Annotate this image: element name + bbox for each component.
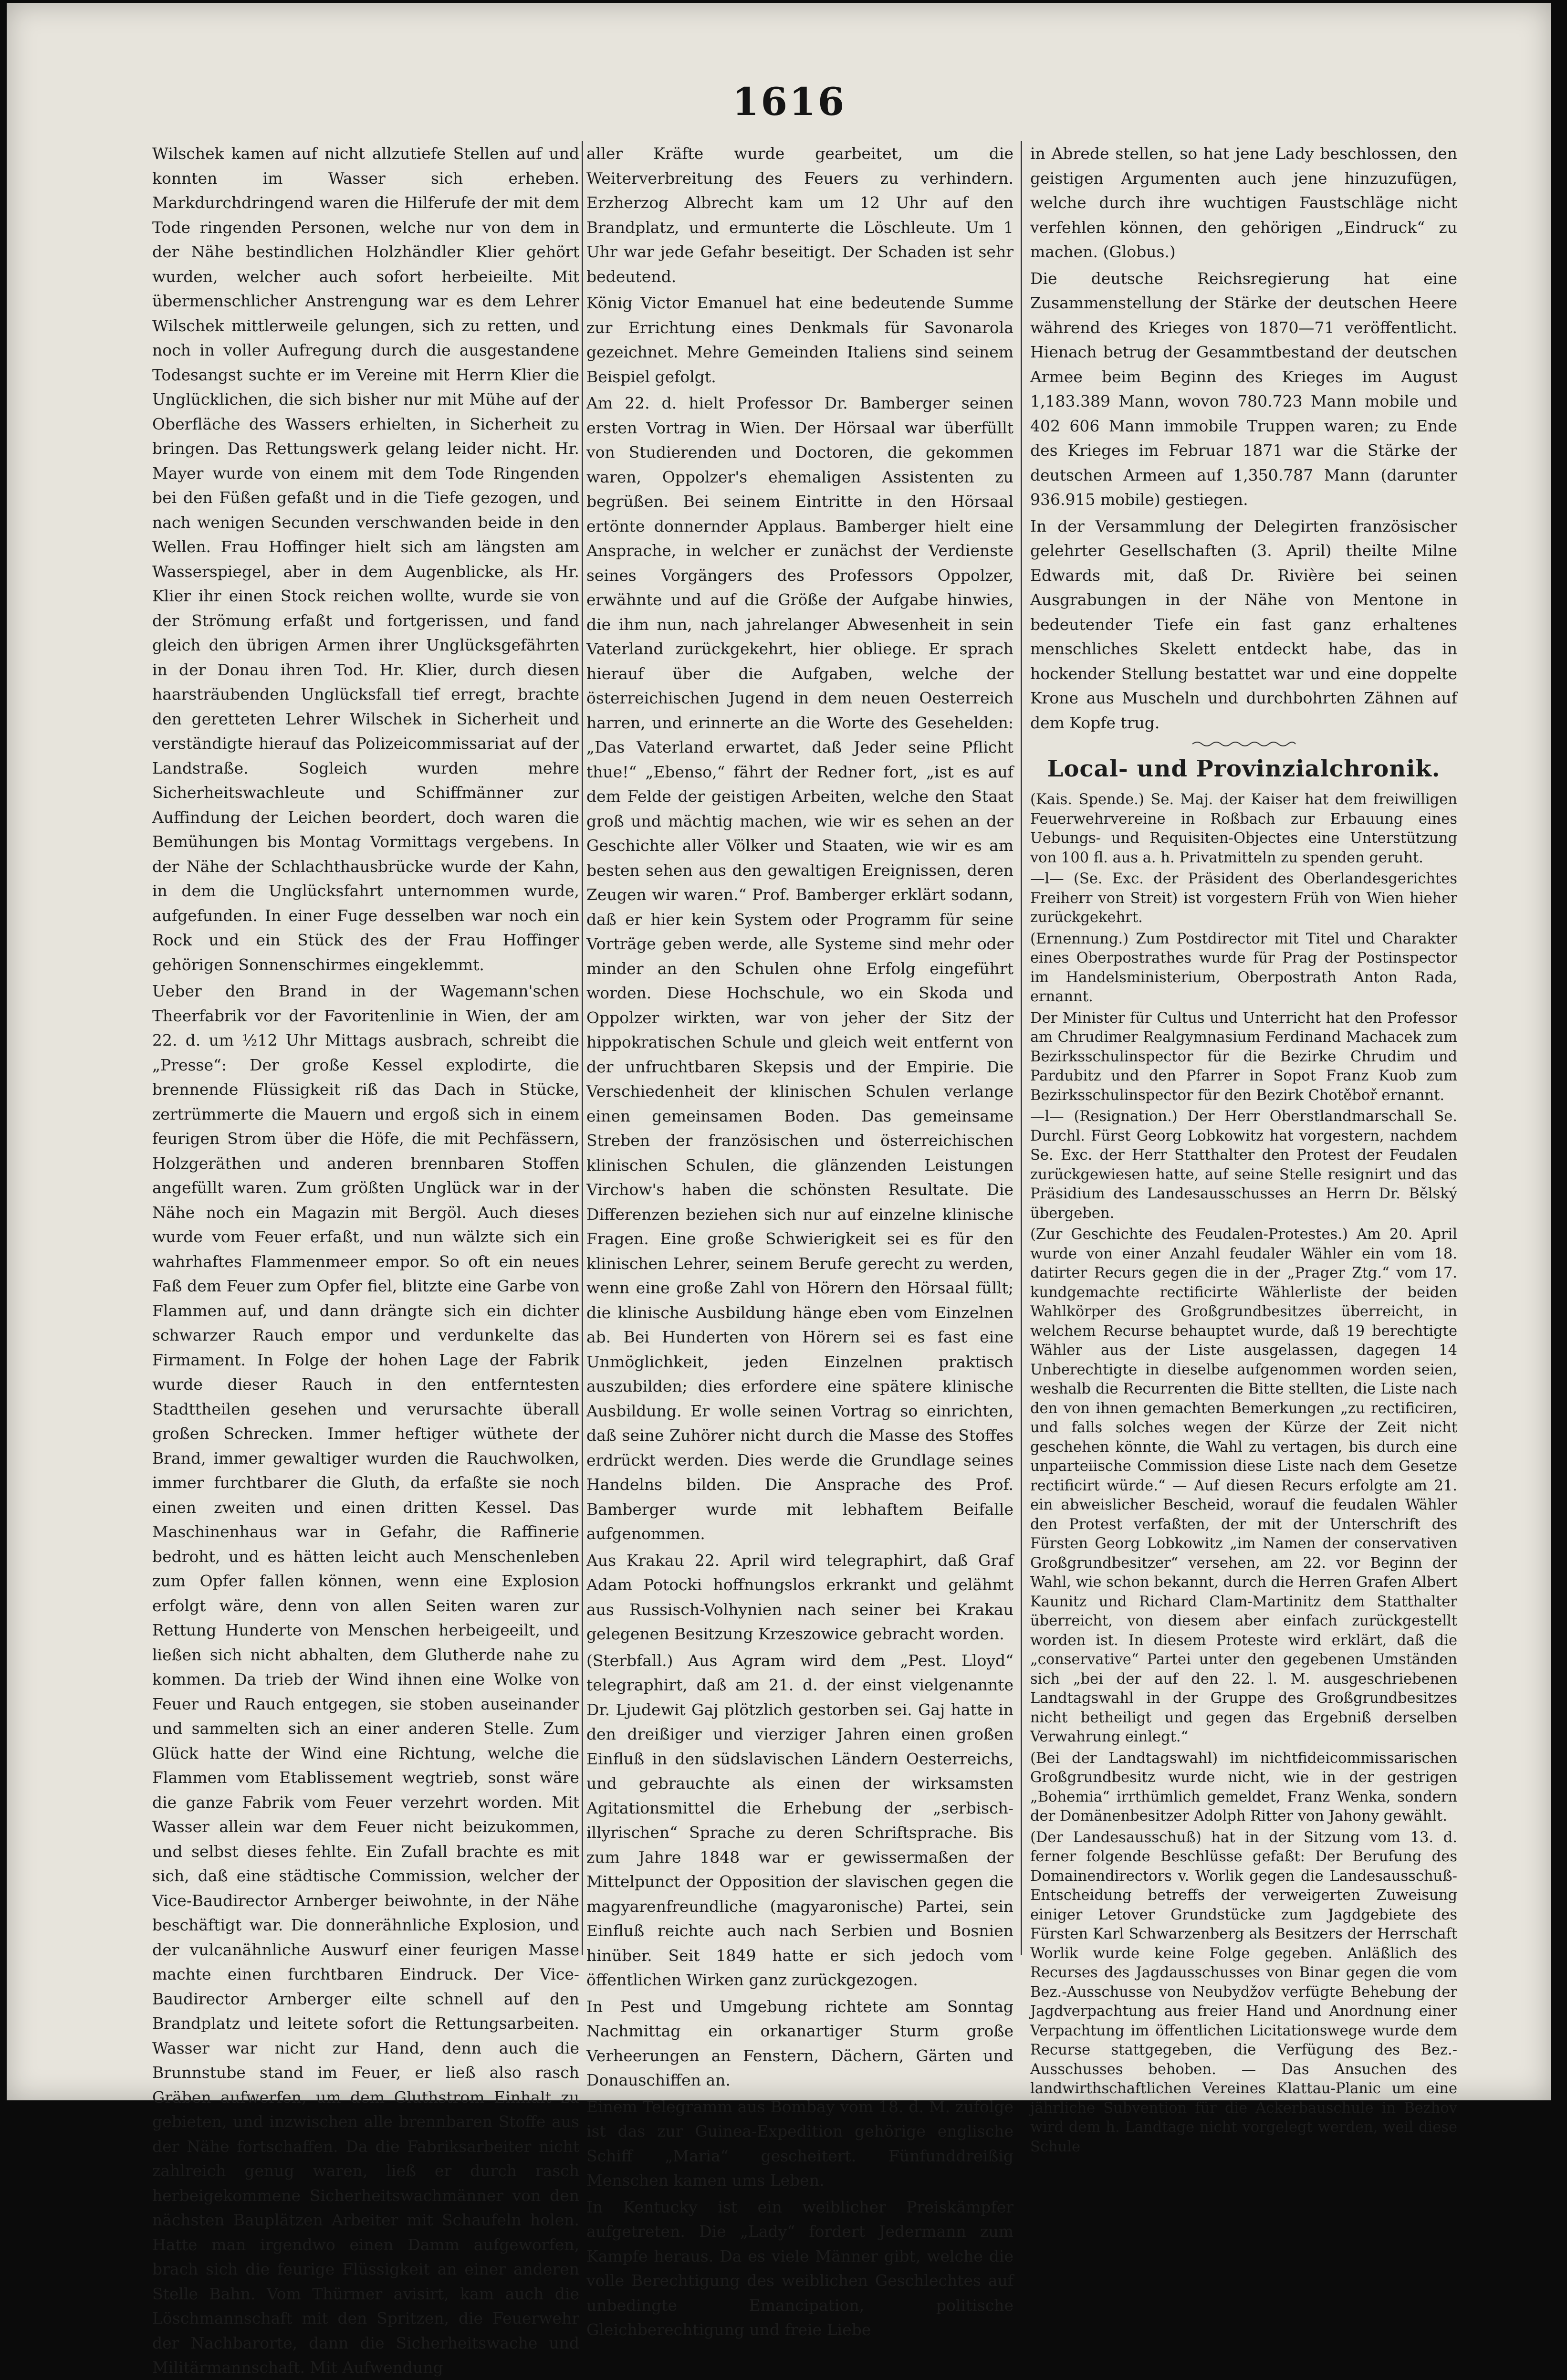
paragraph: —l— (Se. Exc. der Präsident des Oberlandesgerichtes Freiherr von Streit) ist vorgestern Früh von Wien hieher zurückgekehrt. xyxy=(1030,870,1457,926)
paragraph: Aus Krakau 22. April wird telegraphirt, daß Graf Adam Potocki hoffnungslos erkrankt und gelähmt aus Russisch-Volhynien nach seiner bei Krakau gelegenen Besitzung Krzeszowice gebracht worden. xyxy=(586,1551,1013,1643)
paragraph: (Zur Geschichte des Feudalen-Protestes.) Am 20. April wurde von einer Anzahl feudaler Wähler ein vom 18. datirter Recurs gegen die in der „Prager Ztg.“ vom 17. kundgemachte rectificirte Wählerliste der beiden Wahlkörper des Großgrundbesitzes überreicht, in welchem Recurse behauptet wurde, daß 19 berechtigte Wähler aus der Liste ausgelassen, dagegen 14 Unberechtigte in dieselbe aufgenommen worden seien, weshalb die Recurrenten die Bitte stellten, die Liste nach den von ihnen gemachten Bemerkungen „zu rectificiren, und falls solches wegen der Kürze der Zeit nicht geschehen könnte, die Wahl zu vertagen, bis durch eine unparteiische Commission diese Liste nach dem Gesetze rectificirt würde.“ — Auf diesen Recurs erfolgte am 21. ein abweislicher Bescheid, worauf die feudalen Wähler den Protest verfaßten, der mit der Unterschrift des Fürsten Georg Lobkowitz „im Namen der conservativen Großgrundbesitzer“ versehen, am 22. vor Beginn der Wahl, wie schon bekannt, durch die Herren Grafen Albert Kaunitz und Richard Clam-Martinitz dem Statthalter überreicht, von diesem aber einfach zurückgestellt worden ist. In diesem Proteste wird erklärt, daß die „conservative“ Partei unter den gegebenen Umständen sich „bei der auf den 22. l. M. ausgeschriebenen Landtagswahl in der Gruppe des Großgrundbesitzes nicht betheiligt und gegen das Ergebniß derselben Verwahrung einlegt.“ xyxy=(1030,1226,1457,1745)
paragraph: Einem Telegramm aus Bombay vom 18. d. M. zufolge ist das zur Guinea-Expedition gehörige englische Schiff „Maria“ gescheitert. Fünfunddreißig Menschen kamen ums Leben. xyxy=(586,2097,1013,2190)
paragraph: aller Kräfte wurde gearbeitet, um die Weiterverbreitung des Feuers zu verhindern. Erzherzog Albrecht kam um 12 Uhr auf den Brandplatz, und ermunterte die Löschleute. Um 1 Uhr war jede Gefahr beseitigt. Der Schaden ist sehr bedeutend. xyxy=(586,144,1013,286)
newspaper-page xyxy=(7,3,1551,2377)
paragraph: In Kentucky ist ein weiblicher Preiskämpfer aufgetreten. Die „Lady“ fordert Jedermann zum Kampfe heraus. Da es viele Männer gibt, welche die volle Berechtigung des weiblichen Geschlechtes auf unbedingte Emancipation, politische Gleichberechtigung und freie Liebe xyxy=(586,2197,1013,2339)
paragraph: (Sterbfall.) Aus Agram wird dem „Pest. Lloyd“ telegraphirt, daß am 21. d. der einst vielgenannte Dr. Ljudewit Gaj plötzlich gestorben sei. Gaj hatte in den dreißiger und vierziger Jahren einen großen Einfluß in den südslavischen Ländern Oesterreichs, und gebrauchte als einen der wirksamsten Agitationsmittel die Erhebung der „serbisch-illyrischen“ Sprache zu deren Schriftsprache. Bis zum Jahre 1848 war er gewissermaßen der Mittelpunct der Opposition der slavischen gegen die magyarenfreundliche (magyaronische) Partei, sein Einfluß reichte auch nach Serbien und Bosnien hinüber. Seit 1849 hatte er sich jedoch vom öffentlichen Wirken ganz zurückgezogen. xyxy=(586,1651,1013,1989)
paragraph: Am 22. d. hielt Professor Dr. Bamberger seinen ersten Vortrag in Wien. Der Hörsaal war überfüllt von Studierenden und Doctoren, die gekommen waren, Oppolzer's ehemaligen Assistenten zu begrüßen. Bei seinem Eintritte in den Hörsaal ertönte donnernder Applaus. Bamberger hielt eine Ansprache, in welcher er zunächst der Verdienste seines Vorgängers des Professors Oppolzer, erwähnte und auf die Größe der Aufgabe hinwies, die ihm nun, nach jahrelanger Abwesenheit in sein Vaterland zurückgekehrt, hier obliege. Er sprach hierauf über die Aufgaben, welche der österreichischen Jugend in dem neuen Oesterreich harren, und erinnerte an die Worte des Gesehelden: „Das Vaterland erwartet, daß Jeder seine Pflicht thue!“ „Ebenso,“ fährt der Redner fort, „ist es auf dem Felde der geistigen Arbeiten, welche den Staat groß und mächtig machen, wie wir es sehen an der Geschichte aller Völker und Staaten, wie wir es am besten sehen aus den gewaltigen Ereignissen, deren Zeugen wir waren.“ Prof. Bamberger erklärt sodann, daß er hier kein System oder Programm für seine Vorträge geben werde, alle Systeme sind mehr oder minder an den Schulen ohne Erfolg eingeführt worden. Diese Hochschule, wo ein Skoda und Oppolzer wirkten, war von jeher der Sitz der hippokratischen Schule und gleich weit entfernt von der unfruchtbaren Skepsis und der Empirie. Die Verschiedenheit der klinischen Schulen verlange einen gemeinsamen Boden. Das gemeinsame Streben der französischen und österreichischen klinischen Schulen, die glänzenden Leistungen Virchow's haben die schönsten Resultate. Die Differenzen beziehen sich nur auf einzelne klinische Fragen. Eine große Schwierigkeit sei es für den klinischen Lehrer, seinem Berufe gerecht zu werden, wenn eine große Zahl von Hörern den Hörsaal füllt; die klinische Ausbildung hänge eben vom Einzelnen ab. Bei Hunderten von Hörern sei es fast eine Unmöglichkeit, jeden Einzelnen praktisch auszubilden; dies erfordere eine spätere klinische Ausbildung. Er wolle seinen Vortrag so einrichten, daß seine Zuhörer nicht durch die Masse des Stoffes erdrückt werden. Dies werde die Grundlage seines Handelns bilden. Die Ansprache des Prof. Bamberger wurde mit lebhaftem Beifalle aufgenommen. xyxy=(586,394,1013,1543)
paragraph: (Bei der Landtagswahl) im nichtfideicommissarischen Großgrundbesitz wurde nicht, wie in der gestrigen „Bohemia“ irrthümlich gemeldet, Franz Wenka, sondern der Domänenbesitzer Adolph Ritter von Jahony gewählt. xyxy=(1030,1750,1457,1824)
paragraph: König Victor Emanuel hat eine bedeutende Summe zur Errichtung eines Denkmals für Savonarola gezeichnet. Mehre Gemeinden Italiens sind seinem Beispiel gefolgt. xyxy=(586,294,1013,386)
paragraph: Ueber den Brand in der Wagemann'schen Theerfabrik vor der Favoritenlinie in Wien, der am 22. d. um ½12 Uhr Mittags ausbrach, schreibt die „Presse“: Der große Kessel explodirte, die brennende Flüssigkeit riß das Dach in Stücke, zertrümmerte die Mauern und ergoß sich in einem feurigen Strom über die Höfe, die mit Pechfässern, Holzgeräthen und anderen brennbaren Stoffen angefüllt waren. Zum größten Unglück war in der Nähe noch ein Magazin mit Bergöl. Auch dieses wurde vom Feuer erfaßt, und nun wälzte sich ein wahrhaftes Flammenmeer empor. So oft ein neues Faß dem Feuer zum Opfer fiel, blitzte eine Garbe von Flammen auf, und dann drängte sich ein dichter schwarzer Rauch empor und verdunkelte das Firmament. In Folge der hohen Lage der Fabrik wurde dieser Rauch in den entferntesten Stadttheilen gesehen und verursachte überall großen Schrecken. Immer heftiger wüthete der Brand, immer gewaltiger wurden die Rauchwolken, immer furchtbarer die Gluth, da erfaßte sie noch einen zweiten und einen dritten Kessel. Das Maschinenhaus war in Gefahr, die Raffinerie bedroht, und es hätten leicht auch Menschenleben zum Opfer fallen können, wenn eine Explosion erfolgt wäre, denn von allen Seiten waren zur Rettung Hunderte von Menschen herbeigeeilt, und ließen sich nicht abhalten, dem Glutherde nahe zu kommen. Da trieb der Wind ihnen eine Wolke von Feuer und Rauch entgegen, sie stoben auseinander und sammelten sich an einer anderen Stelle. Zum Glück hatte der Wind eine Richtung, welche die Flammen vom Etablissement wegtrieb, sonst wäre die ganze Fabrik vom Feuer verzehrt worden. Mit Wasser allein war dem Feuer nicht beizukommen, und selbst dieses fehlte. Ein Zufall brachte es mit sich, daß eine städtische Commission, welcher der Vice-Baudirector Arnberger beiwohnte, in der Nähe beschäftigt war. Die donnerähnliche Explosion, und der vulcanähnliche Auswurf einer feurigen Masse machte einen furchtbaren Eindruck. Der Vice-Baudirector Arnberger eilte schnell auf den Brandplatz und leitete sofort die Rettungsarbeiten. Wasser war nicht zur Hand, denn auch die Brunnstube stand im Feuer, er ließ also rasch Gräben aufwerfen, um dem Gluthstrom Einhalt zu gebieten, und inzwischen alle brennbaren Stoffe aus der Nähe fortschaffen. Da die Fabriksarbeiter nicht zahlreich genug waren, ließ er durch rasch herbeigekommene Sicherheitswachmänner von den nächsten Bauplätzen Arbeiter mit Schaufeln holen. Hatte man irgendwo einen Damm aufgeworfen, brach sich die feurige Flüssigkeit an einer anderen Stelle Bahn. Vom Thürmer avisirt, kam auch die Löschmannschaft mit den Spritzen, die Feuerwehr der Nachbarorte, dann die Sicherheitswache und Militärmannschaft. Mit Aufwendung xyxy=(152,982,579,2377)
paragraph: —l— (Resignation.) Der Herr Oberstlandmarschall Se. Durchl. Fürst Georg Lobkowitz hat vorgestern, nachdem Se. Exc. der Herr Statthalter den Protest der Feudalen zurückgewiesen hatte, auf seine Stelle resignirt und das Präsidium des Landesausschusses an Herrn Dr. Bělský übergeben. xyxy=(1030,1108,1457,1222)
paragraph: Wilschek kamen auf nicht allzutiefe Stellen auf und konnten im Wasser sich erheben. Markdurchdringend waren die Hilferufe der mit dem Tode ringenden Personen, welche nur von dem in der Nähe bestindlichen Holzhändler Klier gehört wurden, welcher auch sofort herbeieilte. Mit übermenschlicher Anstrengung war es dem Lehrer Wilschek mittlerweile gelungen, sich zu retten, und noch in voller Aufregung durch die ausgestandene Todesangst suchte er im Vereine mit Herrn Klier die Unglücklichen, die sich bisher nur mit Mühe auf der Oberfläche des Wassers erhielten, in Sicherheit zu bringen. Das Rettungswerk gelang leider nicht. Hr. Mayer wurde von einem mit dem Tode Ringenden bei den Füßen gefaßt und in die Tiefe gezogen, und nach wenigen Secunden verschwanden beide in den Wellen. Frau Hoffinger hielt sich am längsten am Wasserspiegel, aber in dem Augenblicke, als Hr. Klier ihr einen Stock reichen wollte, wurde sie von der Strömung erfaßt und fortgerissen, und fand gleich den übrigen Armen ihrer Unglücksgefährten in der Donau ihren Tod. Hr. Klier, durch diesen haarsträubenden Unglücksfall tief erregt, brachte den geretteten Lehrer Wilschek in Sicherheit und verständigte hierauf das Polizeicommissariat auf der Landstraße. Sogleich wurden mehre Sicherheitswachleute und Schiffmänner zur Auffindung der Leichen beordert, doch waren die Bemühungen bis Montag Vormittags vergebens. In der Nähe der Schlachthausbrücke wurde der Kahn, in dem die Unglücksfahrt unternommen wurde, aufgefunden. In einer Fuge desselben war noch ein Rock und ein Stück des der Frau Hoffinger gehörigen Sonnenschirmes eingeklemmt. xyxy=(152,144,579,974)
column-rule-right xyxy=(1021,141,1022,1955)
section-heading: Local- und Provinzialchronik. xyxy=(1047,755,1441,782)
paragraph: In Pest und Umgebung richtete am Sonntag Nachmittag ein orkanartiger Sturm große Verheerungen an Fenstern, Dächern, Gärten und Donauschiffen an. xyxy=(586,1997,1013,2089)
column-1 xyxy=(152,141,579,2377)
column-3 xyxy=(1030,141,1457,2155)
paragraph: in Abrede stellen, so hat jene Lady beschlossen, den geistigen Argumenten auch jene hinzuzufügen, welche durch ihre wuchtigen Faustschläge nicht verfehlen können, den gehörigen „Eindruck“ zu machen. (Globus.) xyxy=(1030,144,1457,261)
local-news xyxy=(1030,790,1457,2157)
paragraph: (Der Landesausschuß) hat in der Sitzung vom 13. d. ferner folgende Beschlüsse gefaßt: Der Berufung des Domainendirectors v. Worlik gegen die Landesausschuß-Entscheidung betreffs der verweigerten Zuweisung einiger Letover Grundstücke zum Jagdgebiete des Fürsten Karl Schwarzenberg als Besitzers der Herrschaft Worlik wurde keine Folge gegeben. Anläßlich des Recurses des Jagdausschusses von Binar gegen die vom Bez.-Ausschusse von Neubydžov verfügte Behebung der Jagdverpachtung aus freier Hand und Anordnung einer Verpachtung im öffentlichen Licitationswege wurde dem Recurse stattgegeben, die Verfügung des Bez.-Ausschusses behoben. — Das Ansuchen des landwirthschaftlichen Vereines Klattau-Planic um eine jährliche Subvention für die Ackerbauschule in Bezhov wird dem h. Landtage nicht vorgelegt werden, weil diese Schule xyxy=(1030,1829,1457,2155)
paragraph: (Ernennung.) Zum Postdirector mit Titel und Charakter eines Oberpostrathes wurde für Prag der Postinspector im Handelsministerium, Oberpostrath Anton Rada, ernannt. xyxy=(1030,930,1457,1005)
page-number: 1616 xyxy=(732,79,846,124)
wavy-divider xyxy=(1191,740,1296,748)
paragraph: In der Versammlung der Delegirten französischer gelehrter Gesellschaften (3. April) theilte Milne Edwards mit, daß Dr. Rivière bei seinen Ausgrabungen in der Nähe von Mentone in bedeutender Tiefe ein fast ganz erhaltenes menschliches Skelett entdeckt habe, das in hockender Stellung bestattet war und eine doppelte Krone aus Muscheln und durchbohrten Zähnen auf dem Kopfe trug. xyxy=(1030,516,1457,732)
column-2 xyxy=(586,141,1013,2339)
column-rule-left xyxy=(582,141,583,1955)
paragraph: Die deutsche Reichsregierung hat eine Zusammenstellung der Stärke der deutschen Heere während des Krieges von 1870—71 veröffentlicht. Hienach betrug der Gesammtbestand der deutschen Armee beim Beginn des Krieges im August 1,183.389 Mann, wovon 780.723 Mann mobile und 402 606 Mann immobile Truppen waren; zu Ende des Krieges im Februar 1871 war die Stärke der deutschen Armeen auf 1,350.787 Mann (darunter 936.915 mobile) gestiegen. xyxy=(1030,269,1457,509)
paragraph: Der Minister für Cultus und Unterricht hat den Professor am Chrudimer Realgymnasium Ferdinand Machacek zum Bezirksschulinspector für die Bezirke Chrudim und Pardubitz und den Pfarrer in Sopot Franz Kuob zum Bezirksschulinspector für den Bezirk Chotěboř ernannt. xyxy=(1030,1009,1457,1104)
paragraph: (Kais. Spende.) Se. Maj. der Kaiser hat dem freiwilligen Feuerwehrvereine in Roßbach zur Erbauung eines Uebungs- und Requisiten-Objectes eine Unterstützung von 100 fl. aus a. h. Privatmitteln zu spenden geruht. xyxy=(1030,791,1457,866)
